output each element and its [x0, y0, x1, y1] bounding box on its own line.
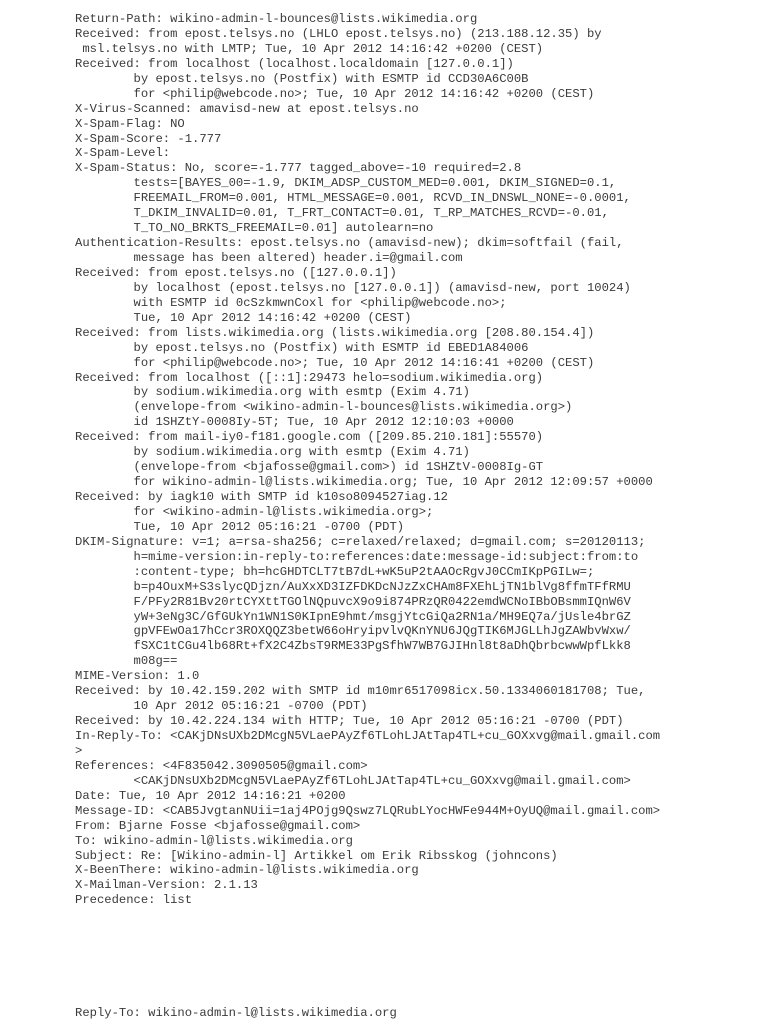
header-line: m08g== — [75, 654, 178, 669]
header-line: > — [75, 743, 83, 758]
header-line: 10 Apr 2012 05:16:21 -0700 (PDT) — [75, 699, 368, 714]
header-line: by epost.telsys.no (Postfix) with ESMTP id EBED1A84006 — [75, 340, 529, 355]
header-line: msl.telsys.no with LMTP; Tue, 10 Apr 2012 14:16:42 +0200 (CEST) — [75, 41, 544, 56]
header-line: :content-type; bh=hcGHDTCLT7tB7dL+wK5uP2tAAOcRgvJ0CCmIKpPGILw=; — [75, 564, 595, 579]
header-line: message has been altered) header.i=@gmail.com — [75, 251, 463, 265]
header-line: X-Spam-Score: -1.777 — [75, 131, 222, 146]
header-line: T_DKIM_INVALID=0.01, T_FRT_CONTACT=0.01, T_RP_MATCHES_RCVD=-0.01, — [75, 206, 609, 221]
header-line: Received: from localhost ([::1]:29473 helo=sodium.wikimedia.org) — [75, 370, 544, 385]
header-line: X-Virus-Scanned: amavisd-new at epost.telsys.no — [75, 101, 419, 116]
header-line: h=mime-version:in-reply-to:references:date:message-id:subject:from:to — [75, 549, 639, 564]
header-line: In-Reply-To: <CAKjDNsUXb2DMcgN5VLaePAyZf6TLohLJAtTap4TL+cu_GOXxvg@mail.gmail.com — [75, 729, 661, 743]
header-line: id 1SHZtY-0008Iy-5T; Tue, 10 Apr 2012 12:10:03 +0000 — [75, 415, 514, 430]
reply-to-header: Reply-To: wikino-admin-l@lists.wikimedia.org — [75, 1006, 397, 1020]
header-line: MIME-Version: 1.0 — [75, 669, 200, 684]
header-line: Precedence: list — [75, 893, 193, 908]
header-line: F/PFy2R81Bv20rtCYXttTGOlNQpuvcX9o9i874PRzQR0422emdWCNoIBbOBsmmIQnW6V — [75, 594, 631, 609]
header-line: Return-Path: wikino-admin-l-bounces@lists.wikimedia.org — [75, 12, 478, 26]
email-headers — [75, 12, 660, 908]
header-line: Message-ID: <CAB5JvgtanNUii=1aj4POjg9Qswz7LQRubLYocHWFe944M+OyUQ@mail.gmail.com> — [75, 803, 661, 818]
header-line: X-Spam-Status: No, score=-1.777 tagged_above=-10 required=2.8 — [75, 161, 522, 176]
header-line: Received: from lists.wikimedia.org (lists.wikimedia.org [208.80.154.4]) — [75, 325, 595, 340]
header-line: X-Spam-Level: — [75, 146, 171, 161]
header-line: T_TO_NO_BRKTS_FREEMAIL=0.01] autolearn=no — [75, 221, 434, 236]
header-line: gpVFEwOa17hCcr3ROXQQZ3betW66oHryipvlvQKnYNU6JQgTIK6MJGLLhJgZAWbvWxw/ — [75, 624, 631, 639]
header-line: for <wikino-admin-l@lists.wikimedia.org>; — [75, 504, 434, 519]
header-line: Received: by iagk10 with SMTP id k10so8094527iag.12 — [75, 490, 448, 504]
header-line: Received: from localhost (localhost.localdomain [127.0.0.1]) — [75, 56, 514, 71]
header-line: To: wikino-admin-l@lists.wikimedia.org — [75, 833, 353, 848]
header-line: References: <4F835042.3090505@gmail.com> — [75, 758, 368, 773]
header-line: Authentication-Results: epost.telsys.no (amavisd-new); dkim=softfail (fail, — [75, 236, 624, 251]
header-line: Received: by 10.42.224.134 with HTTP; Tue, 10 Apr 2012 05:16:21 -0700 (PDT) — [75, 714, 624, 729]
header-line: Received: from mail-iy0-f181.google.com ([209.85.210.181]:55570) — [75, 430, 544, 445]
header-line: Date: Tue, 10 Apr 2012 14:16:21 +0200 — [75, 788, 346, 803]
header-line: yW+3eNg3C/GfGUkYn1WN1S0KIpnE9hmt/msgjYtcGiQa2RN1a/MH9EQ7a/jUsle4brGZ — [75, 609, 631, 624]
header-line: by sodium.wikimedia.org with esmtp (Exim 4.71) — [75, 445, 470, 460]
header-line: X-Spam-Flag: NO — [75, 116, 185, 131]
header-line: for <philip@webcode.no>; Tue, 10 Apr 2012 14:16:41 +0200 (CEST) — [75, 355, 595, 370]
header-line: Subject: Re: [Wikino-admin-l] Artikkel om Erik Ribsskog (johncons) — [75, 848, 558, 863]
header-line: DKIM-Signature: v=1; a=rsa-sha256; c=relaxed/relaxed; d=gmail.com; s=20120113; — [75, 534, 646, 549]
header-line: fSXC1tCGu4lb68Rt+fX2C4ZbsT9RME33PgSfhW7WB7GJIHnl8t8aDhQbrbcwwWpfLkk8 — [75, 639, 631, 654]
header-line: b=p4OuxM+S3slycQDjzn/AuXxXD3IZFDKDcNJzZxCHAm8FXEhLjTN1blVg8ffmTFfRMU — [75, 579, 631, 594]
header-line: by epost.telsys.no (Postfix) with ESMTP id CCD30A6C00B — [75, 71, 529, 86]
header-line: by sodium.wikimedia.org with esmtp (Exim 4.71) — [75, 385, 470, 400]
header-line: Received: by 10.42.159.202 with SMTP id m10mr6517098icx.50.1334060181708; Tue, — [75, 684, 646, 699]
header-line: for <philip@webcode.no>; Tue, 10 Apr 2012 14:16:42 +0200 (CEST) — [75, 86, 595, 101]
header-line: Received: from epost.telsys.no (LHLO epost.telsys.no) (213.188.12.35) by — [75, 26, 602, 41]
header-line: by localhost (epost.telsys.no [127.0.0.1]) (amavisd-new, port 10024) — [75, 280, 631, 295]
header-line: tests=[BAYES_00=-1.9, DKIM_ADSP_CUSTOM_MED=0.001, DKIM_SIGNED=0.1, — [75, 176, 617, 191]
header-line: X-BeenThere: wikino-admin-l@lists.wikimedia.org — [75, 863, 419, 878]
header-line: Tue, 10 Apr 2012 14:16:42 +0200 (CEST) — [75, 310, 412, 325]
header-line: for wikino-admin-l@lists.wikimedia.org; Tue, 10 Apr 2012 12:09:57 +0000 — [75, 475, 653, 490]
header-line: with ESMTP id 0cSzkmwnCoxl for <philip@webcode.no>; — [75, 295, 507, 310]
header-line: FREEMAIL_FROM=0.001, HTML_MESSAGE=0.001, RCVD_IN_DNSWL_NONE=-0.0001, — [75, 191, 631, 206]
header-line: <CAKjDNsUXb2DMcgN5VLaePAyZf6TLohLJAtTap4TL+cu_GOXxvg@mail.gmail.com> — [75, 773, 631, 788]
header-line: (envelope-from <bjafosse@gmail.com>) id 1SHZtV-0008Ig-GT — [75, 460, 544, 475]
header-line: Received: from epost.telsys.no ([127.0.0.1]) — [75, 265, 397, 280]
header-line: (envelope-from <wikino-admin-l-bounces@lists.wikimedia.org>) — [75, 400, 573, 415]
header-line: From: Bjarne Fosse <bjafosse@gmail.com> — [75, 818, 361, 833]
header-line: Tue, 10 Apr 2012 05:16:21 -0700 (PDT) — [75, 519, 405, 534]
header-line: X-Mailman-Version: 2.1.13 — [75, 878, 258, 893]
